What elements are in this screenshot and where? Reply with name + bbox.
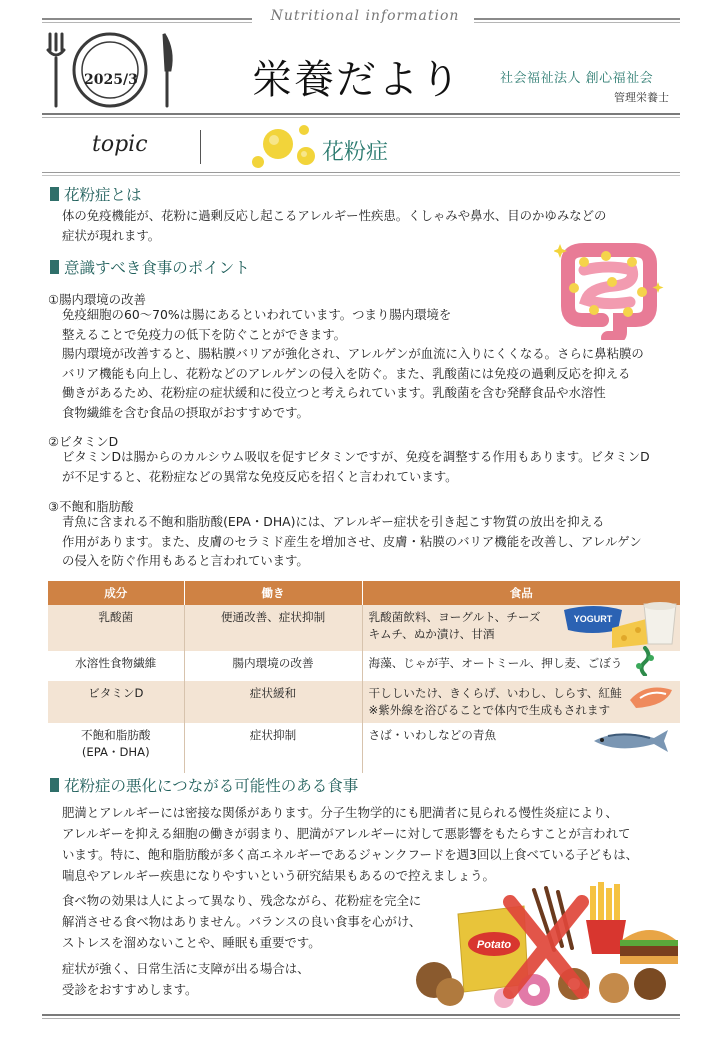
text-line: 免疫細胞の60～70%は腸にあるといわれています。つまり腸内環境を bbox=[62, 307, 452, 322]
mackerel-icon bbox=[588, 726, 672, 756]
header-rule bbox=[474, 22, 680, 23]
table-row bbox=[48, 723, 680, 773]
column-header: 成分 bbox=[48, 581, 184, 605]
footer-rule bbox=[42, 1018, 680, 1019]
header-rule bbox=[42, 18, 252, 20]
food-line: さば・いわしなどの青魚 bbox=[368, 728, 497, 742]
effect-cell: 症状抑制 bbox=[184, 723, 362, 773]
point-body bbox=[62, 447, 650, 486]
text-line: アレルギーを抑える細胞の働きが弱まり、肥満がアレルギーに対して悪影響をもたらすことが言われて bbox=[62, 826, 631, 841]
section-heading-text: 花粉症とは bbox=[64, 186, 142, 204]
food-line: 乳酸菌飲料、ヨーグルト、チーズ bbox=[368, 610, 541, 624]
text-line: 働きがあるため、花粉症の症状緩和に役立つと考えられています。乳酸菌を含む発酵食品や水溶性 bbox=[62, 385, 606, 400]
pollen-icon bbox=[244, 118, 320, 174]
text-line: います。特に、飽和脂肪酸が多く高エネルギーであるジャンクフードを週3回以上食べている子どもは、 bbox=[62, 847, 638, 862]
seaweed-icon bbox=[630, 646, 660, 676]
point-title: ①腸内環境の改善 bbox=[48, 292, 146, 307]
section-body bbox=[62, 802, 638, 886]
footer-rule bbox=[42, 1014, 680, 1016]
point-title: ③不飽和脂肪酸 bbox=[48, 499, 134, 514]
heading-marker bbox=[50, 778, 59, 792]
text-line: 食べ物の効果は人によって異なり、残念ながら、花粉症を完全に bbox=[62, 893, 422, 908]
component-name: 不飽和脂肪酸 bbox=[80, 728, 151, 742]
topic-label: topic bbox=[92, 132, 148, 157]
component-name: 乳酸菌 bbox=[98, 610, 134, 624]
text-line: 食物繊維を含む食品の摂取がおすすめです。 bbox=[62, 404, 309, 420]
divider bbox=[42, 113, 680, 115]
component-cell bbox=[48, 681, 184, 723]
chips-label: Potato bbox=[476, 939, 512, 951]
food-line: 干ししいたけ、きくらげ、いわし、しらす、紅鮭 bbox=[368, 686, 622, 700]
text-line: の侵入を防ぐ作用もあると言われています。 bbox=[62, 553, 309, 568]
text-line: 青魚に含まれる不飽和脂肪酸(EPA・DHA)には、アレルギー症状を引き起こす物質の放出を抑える bbox=[62, 514, 605, 529]
text-line: 体の免疫機能が、花粉に過剰反応し起こるアレルギー性疾患。くしゃみや鼻水、目のかゆみなどの bbox=[62, 208, 607, 223]
divider bbox=[42, 175, 680, 176]
effect-cell: 腸内環境の改善 bbox=[184, 651, 362, 681]
heading-marker bbox=[50, 260, 59, 274]
column-header: 食品 bbox=[362, 581, 680, 605]
divider bbox=[42, 172, 680, 173]
food-line: 海藻、じゃが芋、オートミール、押し麦、ごぼう bbox=[368, 656, 623, 670]
text-line: バリア機能も向上し、花粉などのアレルゲンの侵入を防ぐ。また、乳酸菌には免疫の過剰反応を抑える bbox=[62, 365, 631, 381]
junk-food-icon bbox=[414, 880, 680, 1010]
section-heading bbox=[50, 183, 142, 205]
section-heading-text: 花粉症の悪化につながる可能性のある食事 bbox=[64, 777, 359, 795]
section-body bbox=[62, 206, 606, 245]
component-cell bbox=[48, 723, 184, 773]
yogurt-cheese-icon bbox=[560, 600, 680, 650]
effect-cell: 症状緩和 bbox=[184, 681, 362, 723]
header-rule bbox=[474, 18, 680, 20]
point-body bbox=[62, 512, 642, 571]
text-line: 症状が現れます。 bbox=[62, 227, 161, 243]
text-line: 症状が強く、日常生活に支障が出る場合は、 bbox=[62, 961, 310, 976]
header-rule bbox=[42, 22, 252, 23]
section-heading bbox=[50, 774, 358, 796]
author-role: 管理栄養士 bbox=[614, 91, 669, 104]
text-line: 解消させる食べ物はありません。バランスの良い食事を心がけ、 bbox=[62, 914, 422, 929]
component-name: 水溶性食物繊維 bbox=[75, 656, 157, 670]
component-subname: (EPA・DHA) bbox=[81, 745, 150, 759]
component-cell bbox=[48, 651, 184, 681]
issue-date: 2025/3 bbox=[84, 72, 138, 88]
organization-name: 社会福祉法人 創心福祉会 bbox=[500, 71, 654, 86]
divider bbox=[200, 130, 201, 164]
section-body bbox=[62, 890, 421, 953]
text-line: ビタミンDは腸からのカルシウム吸収を促すビタミンですが、免疫を調整する作用もあります。ビタミンD bbox=[62, 449, 650, 464]
text-line: 作用があります。また、皮膚のセラミド産生を増加させ、皮膚・粘膜のバリア機能を改善し、アレルゲン bbox=[62, 533, 642, 549]
text-line: ストレスを溜めないことや、睡眠も重要です。 bbox=[62, 935, 321, 950]
section-heading bbox=[50, 256, 250, 278]
salmon-icon bbox=[626, 680, 676, 712]
text-line: 整えることで免疫力の低下を防ぐことができます。 bbox=[62, 326, 346, 342]
text-line: 肥満とアレルギーには密接な関係があります。分子生物学的にも肥満者に見られる慢性炎症により、 bbox=[62, 805, 618, 820]
page-title: 栄養だより bbox=[252, 57, 462, 103]
point-body bbox=[62, 305, 644, 422]
component-name: ビタミンD bbox=[88, 686, 144, 700]
cutlery-plate-icon bbox=[44, 30, 180, 110]
food-line: キムチ、ぬか漬け、甘酒 bbox=[368, 627, 495, 641]
section-body bbox=[62, 958, 310, 1000]
effect-cell: 便通改善、症状抑制 bbox=[184, 605, 362, 651]
text-line: 受診をおすすめします。 bbox=[62, 982, 198, 997]
header-tagline: Nutritional information bbox=[270, 8, 460, 24]
column-header: 働き bbox=[184, 581, 362, 605]
text-line: 腸内環境が改善すると、腸粘膜バリアが強化され、アレルゲンが血流に入りにくくなる。さらに鼻粘膜の bbox=[62, 346, 644, 361]
text-line: 喘息やアレルギー疾患になりやすいという研究結果もあるので控えましょう。 bbox=[62, 868, 495, 883]
point-title: ②ビタミンD bbox=[48, 434, 119, 449]
divider bbox=[42, 117, 680, 118]
yogurt-label: YOGURT bbox=[573, 614, 613, 624]
section-heading-text: 意識すべき食事のポイント bbox=[64, 259, 250, 277]
table-row bbox=[48, 681, 680, 723]
food-line: ※紫外線を浴びることで体内で生成もされます bbox=[368, 703, 611, 717]
text-line: が不足すると、花粉症などの異常な免疫反応を招くと言われています。 bbox=[62, 468, 458, 484]
table-row bbox=[48, 651, 680, 681]
heading-marker bbox=[50, 187, 59, 201]
component-cell bbox=[48, 605, 184, 651]
topic-name: 花粉症 bbox=[322, 140, 389, 165]
